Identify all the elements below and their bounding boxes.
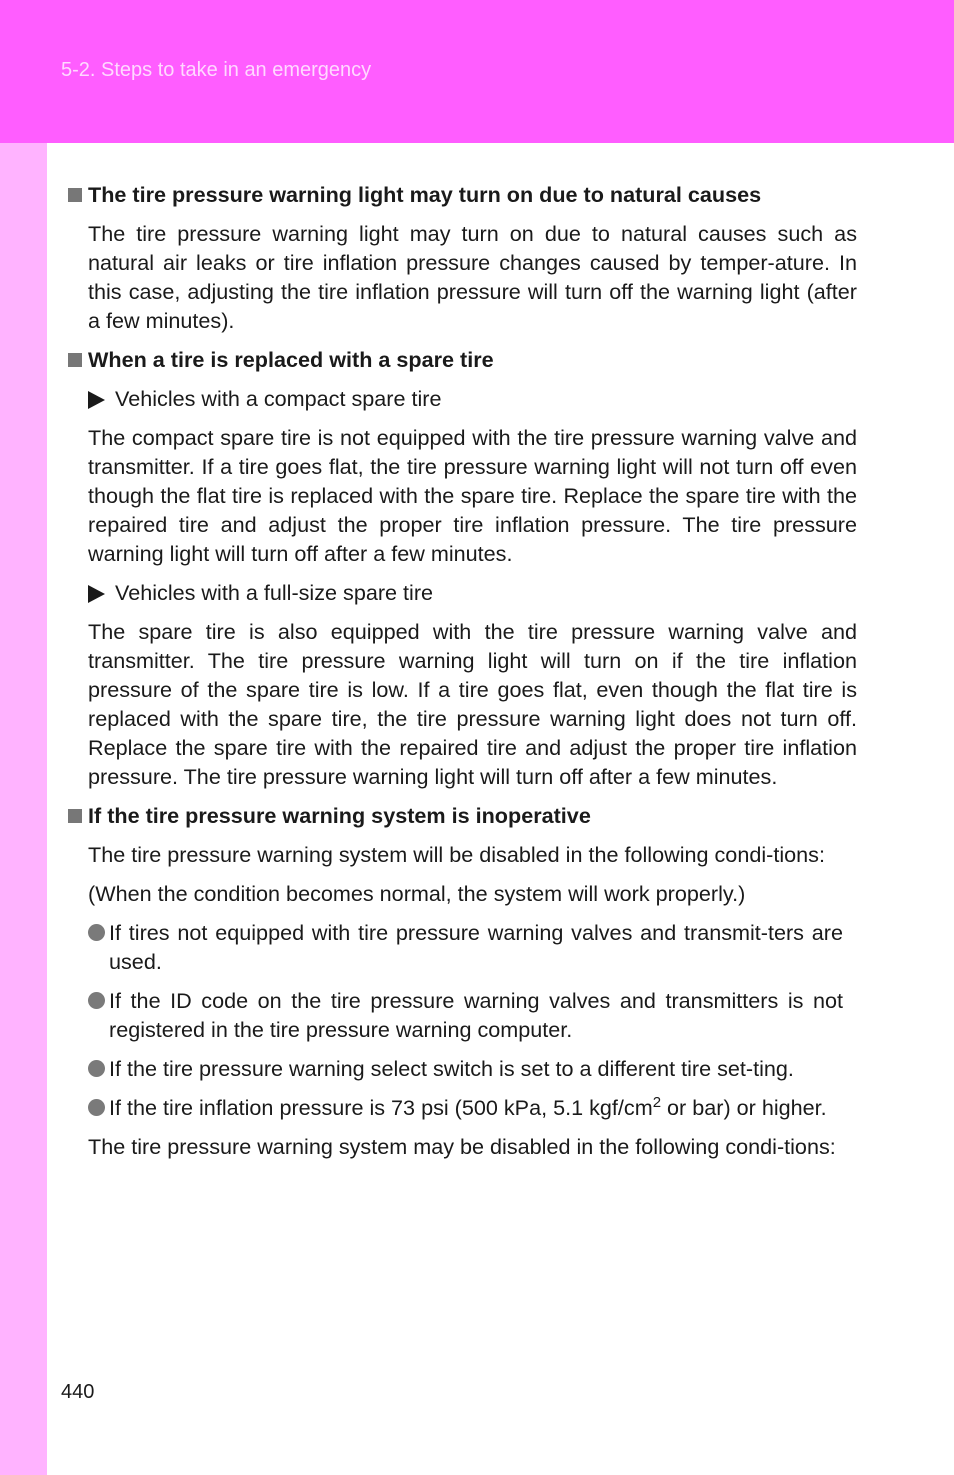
section-heading — [68, 180, 857, 209]
list-item — [88, 918, 843, 976]
sub-heading — [88, 384, 857, 413]
breadcrumb: 5-2. Steps to take in an emergency — [61, 59, 372, 81]
triangle-right-icon — [88, 391, 105, 409]
list-item-text: If tires not equipped with tire pressure warning valves and transmit-ters are used. — [109, 920, 843, 974]
list-item-text-post: or bar) or higher. — [661, 1095, 827, 1120]
list-item-text: If the ID code on the tire pressure warning valves and transmitters is not registered in the tire pressure warning computer. — [109, 988, 843, 1042]
section-heading — [68, 345, 857, 374]
circle-bullet-icon — [88, 992, 105, 1009]
paragraph: The tire pressure warning system will be disabled in the following condi-tions: — [88, 842, 825, 867]
heading-text: The tire pressure warning light may turn on due to natural causes — [88, 182, 762, 207]
main-content — [68, 180, 857, 1171]
list-item-text: If the tire pressure warning select switch is set to a different tire set-ting. — [109, 1056, 794, 1081]
square-bullet-icon — [68, 353, 82, 367]
sub-heading — [88, 578, 857, 607]
paragraph: (When the condition becomes normal, the system will work properly.) — [88, 881, 746, 906]
paragraph: The tire pressure warning system may be disabled in the following condi-tions: — [88, 1134, 836, 1159]
heading-text: If the tire pressure warning system is inoperative — [88, 803, 591, 828]
square-bullet-icon — [68, 188, 82, 202]
circle-bullet-icon — [88, 1060, 105, 1077]
superscript: 2 — [652, 1093, 662, 1111]
paragraph: The tire pressure warning light may turn on due to natural causes such as natural air leaks or tire inflation pressure changes caused by temper-ature. In this case, adjusting the tire inflation pressure will turn off the warning light (after a few minutes). — [88, 221, 857, 333]
sub-heading-text: Vehicles with a compact spare tire — [115, 386, 442, 411]
list-item — [88, 1054, 843, 1083]
sub-heading-text: Vehicles with a full-size spare tire — [115, 580, 434, 605]
square-bullet-icon — [68, 809, 82, 823]
list-item-text-pre: If the tire inflation pressure is 73 psi (500 kPa, 5.1 kgf/cm — [109, 1095, 653, 1120]
triangle-right-icon — [88, 585, 105, 603]
list-item — [88, 1093, 843, 1122]
page-number: 440 — [61, 1381, 95, 1403]
section-heading — [68, 801, 857, 830]
circle-bullet-icon — [88, 924, 105, 941]
heading-text: When a tire is replaced with a spare tire — [88, 347, 494, 372]
circle-bullet-icon — [88, 1099, 105, 1116]
side-strip — [0, 143, 47, 1475]
page-header — [0, 0, 954, 143]
paragraph: The spare tire is also equipped with the tire pressure warning valve and transmitter. The tire pressure warning light will turn on if the tire inflation pressure of the spare tire is low. If a tire goes flat, even though the flat tire is replaced with the spare tire, the tire pressure warning light does not turn off. Replace the spare tire with the repaired tire and adjust the proper tire inflation pressure. The tire pressure warning light will turn off after a few minutes. — [88, 619, 857, 789]
paragraph: The compact spare tire is not equipped with the tire pressure warning valve and transmitter. If a tire goes flat, the tire pressure warning light will not turn off even though the flat tire is replaced with the spare tire. Replace the spare tire with the repaired tire and adjust the proper tire inflation pressure. The tire pressure warning light will turn off after a few minutes. — [88, 425, 857, 566]
list-item — [88, 986, 843, 1044]
